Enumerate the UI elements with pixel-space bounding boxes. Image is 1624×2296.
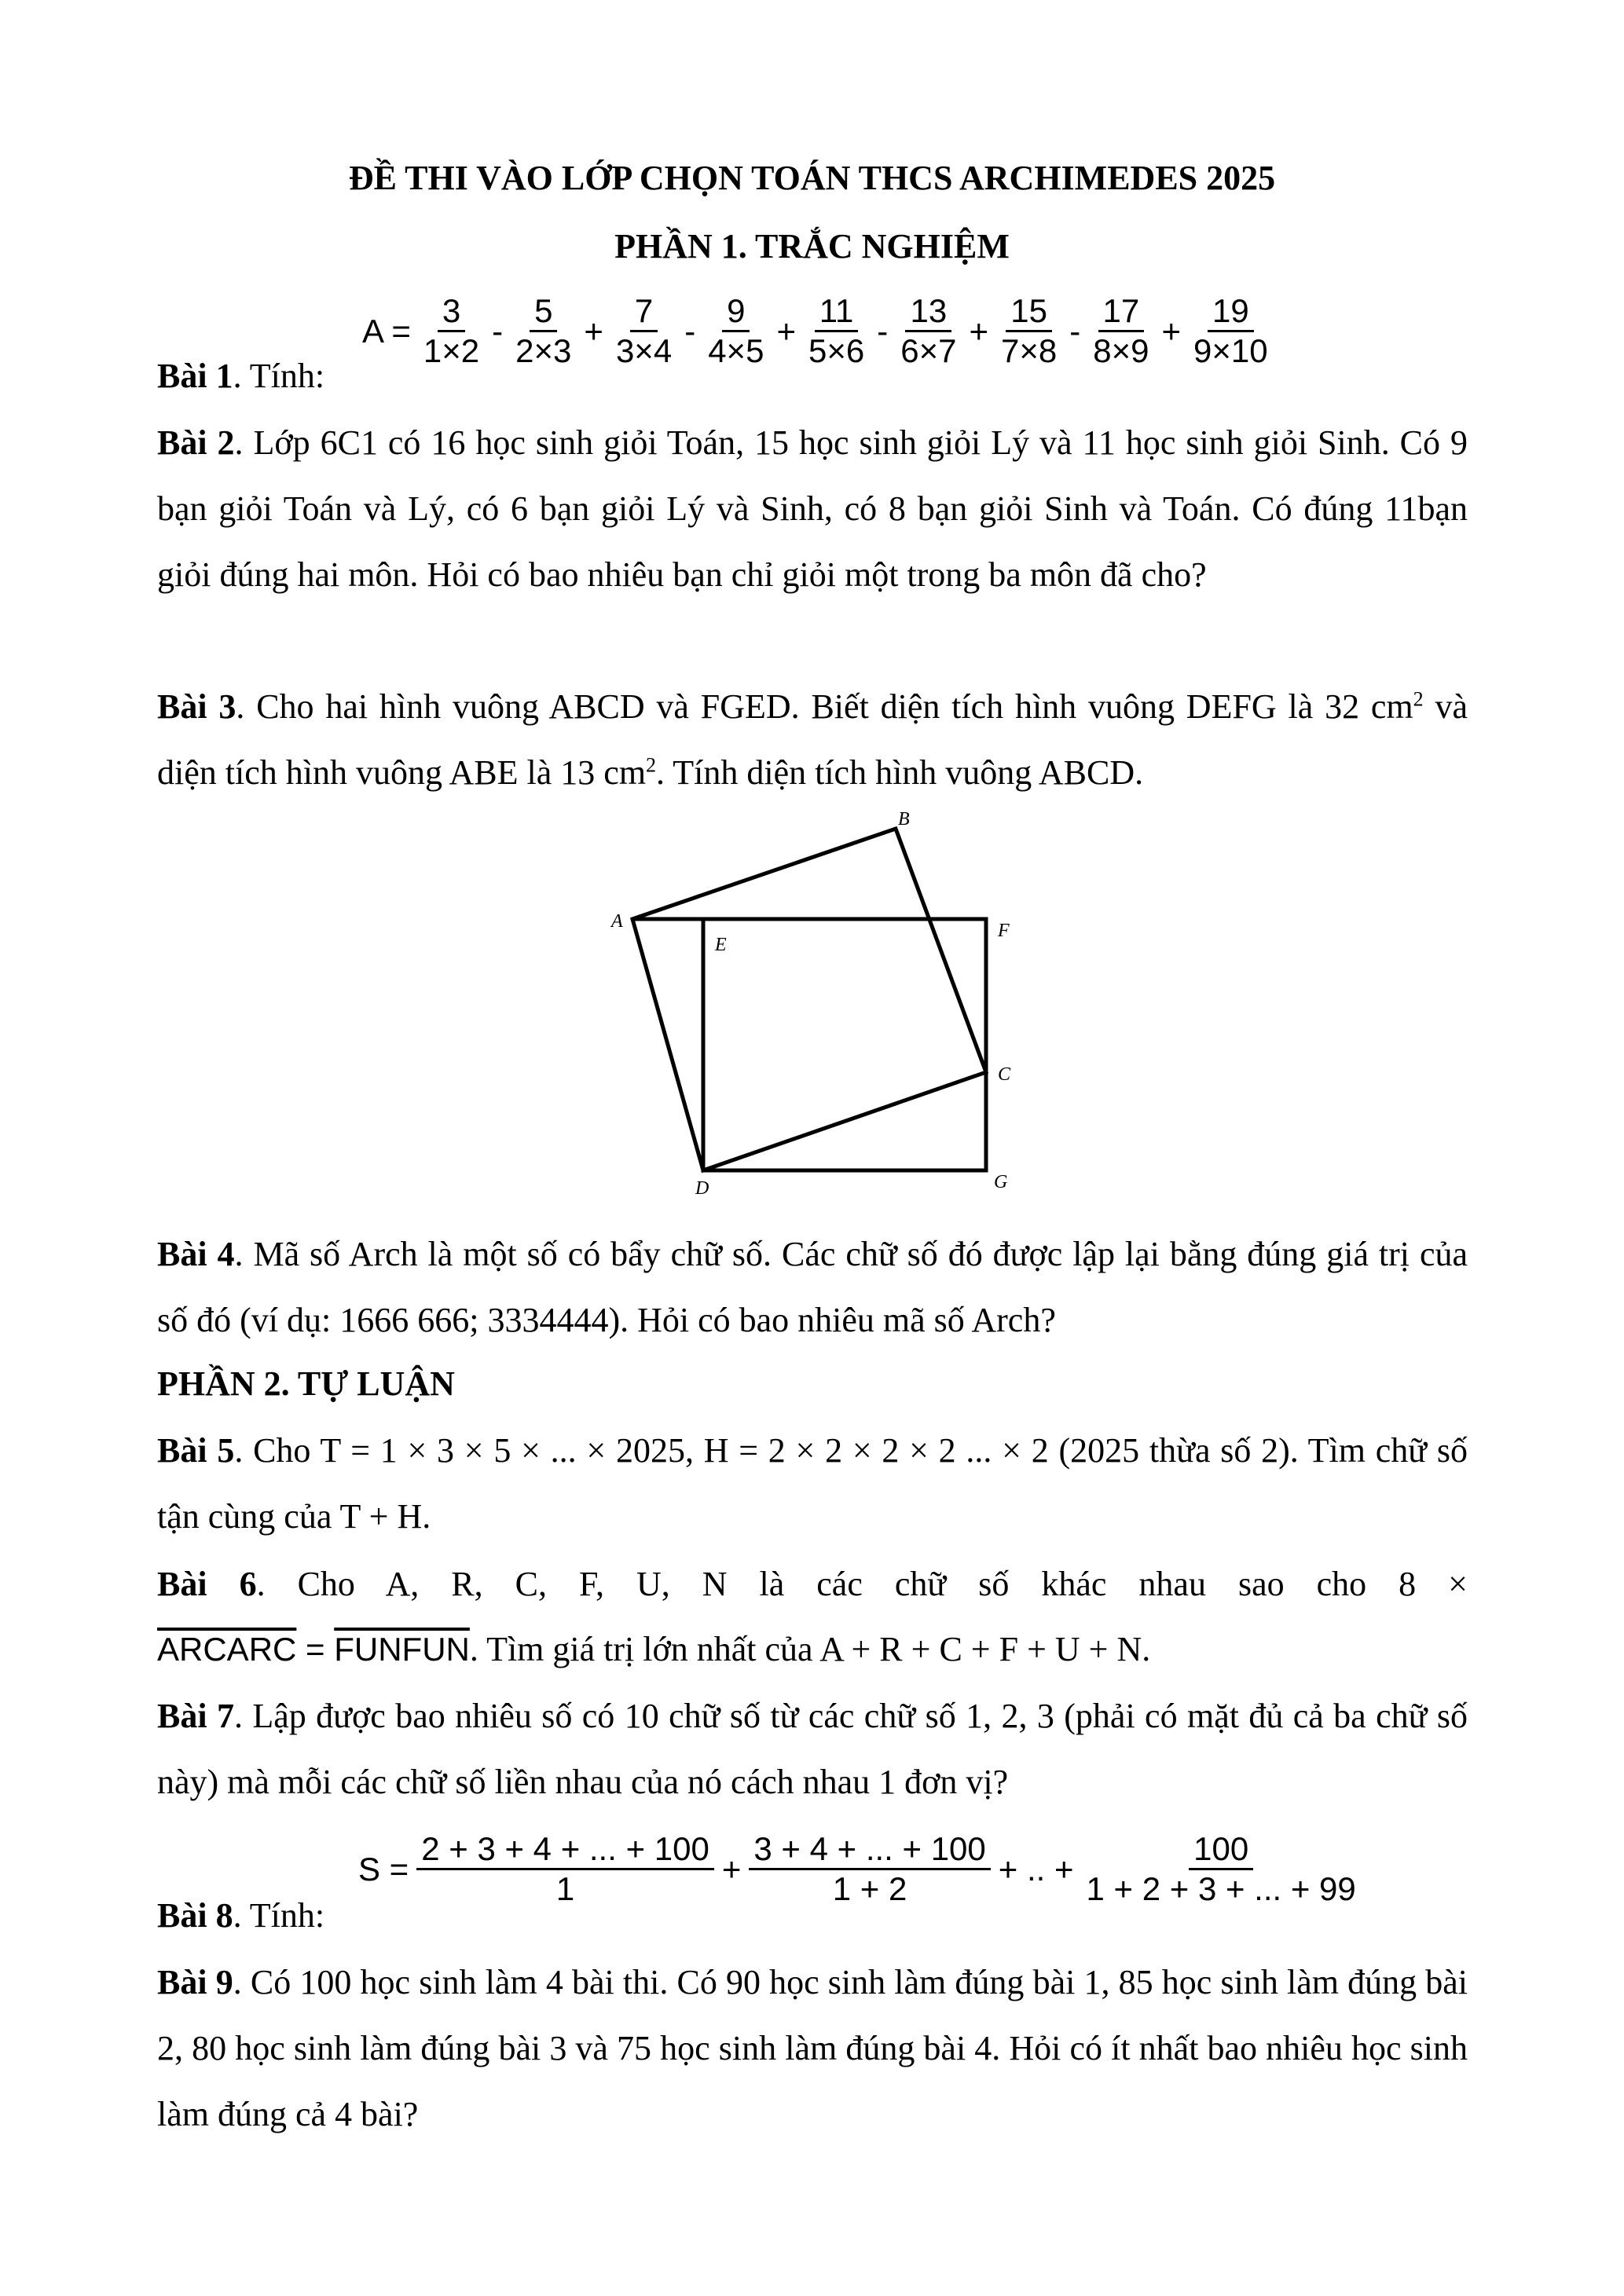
b2-text — [157, 410, 1468, 608]
b8-label: Bài 8 — [157, 1896, 233, 1935]
b7-text — [157, 1683, 1468, 1815]
b3-sup-1: 2 — [1413, 687, 1424, 711]
b4-label: Bài 4 — [157, 1235, 235, 1273]
b1-frac-7: $\frac{15}{7\times 8}$ — [1001, 292, 1058, 369]
b3-sup-2: 2 — [646, 753, 657, 777]
b6-equals: = — [306, 1631, 325, 1668]
b1-lhs: A = — [362, 312, 411, 350]
b1-op: - — [1069, 312, 1081, 350]
b1-text — [157, 343, 1468, 409]
label-b: B — [898, 809, 910, 829]
b1-frac-3: $\frac{7}{3\times 4}$ — [615, 292, 673, 369]
b1-frac-1: $\frac{3}{1\times 2}$ — [423, 292, 480, 369]
b6-body-2: . Tìm giá trị lớn nhất của A + R + C + F + U + N. — [469, 1630, 1151, 1668]
b8-frac-2: $\frac{3 + 4 + ... + 100}{1 + 2}$ — [749, 1830, 990, 1908]
label-d: D — [695, 1178, 709, 1199]
b1-frac-4: $\frac{9}{4\times 5}$ — [708, 292, 764, 369]
b1-body: . Tính: — [233, 357, 325, 395]
b8-body: . Tính: — [233, 1896, 325, 1935]
b6-body-1: . Cho A, R, C, F, U, N là các chữ số khác nhau sao cho 8 × — [256, 1565, 1468, 1603]
b4-text — [157, 1221, 1468, 1353]
b6-line1 — [157, 1551, 1468, 1617]
b9-label: Bài 9 — [157, 1963, 233, 2001]
label-e: E — [715, 935, 727, 955]
b3-body-1: . Cho hai hình vuông ABCD và FGED. Biết diện tích hình vuông DEFG là 32 cm — [236, 687, 1413, 726]
part2-heading: PHẦN 2. TỰ LUẬN — [157, 1364, 455, 1403]
b7-label: Bài 7 — [157, 1697, 234, 1735]
b8-op-2: + .. + — [998, 1850, 1074, 1888]
label-c: C — [998, 1064, 1011, 1085]
b5-body: . Cho T = 1 × 3 × 5 × ... × 2025, H = 2 × 2 × 2 × 2 ... × 2 (2025 thừa số 2). Tìm chữ số tận cùng của T + H. — [157, 1431, 1468, 1536]
b8-text — [157, 1883, 1468, 1949]
label-a: A — [611, 911, 623, 932]
square-abcd — [632, 829, 986, 1170]
b8-lhs: S = — [358, 1850, 409, 1888]
b1-op: - — [877, 312, 889, 350]
b1-op: + — [584, 312, 603, 350]
label-f: F — [998, 921, 1010, 941]
b1-op: - — [492, 312, 504, 350]
b3-body-3: . Tính diện tích hình vuông ABCD. — [656, 753, 1144, 792]
squares-figure — [597, 809, 1021, 1202]
b6-arcarc: ARCARC — [157, 1631, 297, 1668]
b8-frac-1: $\frac{2 + 3 + 4 + ... + 100}{1}$ — [416, 1830, 714, 1908]
b1-op: + — [1161, 312, 1182, 350]
b7-body: . Lập được bao nhiêu số có 10 chữ số từ các chữ số 1, 2, 3 (phải có mặt đủ cả ba chữ số này) mà mỗi các chữ số liền nhau của nó cách nhau 1 đơn vị? — [157, 1697, 1468, 1801]
b5-text — [157, 1418, 1468, 1550]
b2-label: Bài 2 — [157, 423, 235, 462]
b4-body: . Mã số Arch là một số có bẩy chữ số. Các chữ số đó được lập lại bằng đúng giá trị của số đó (ví dụ: 1666 666; 3334444). Hỏi có bao nhiêu mã số Arch? — [157, 1235, 1468, 1339]
label-g: G — [994, 1172, 1008, 1192]
b3-label: Bài 3 — [157, 687, 236, 726]
b9-text — [157, 1950, 1468, 2148]
b8-frac-3: $\frac{100}{1 + 2 + 3 + ... + 99}$ — [1086, 1830, 1356, 1907]
b1-frac-8: $\frac{17}{8\times 9}$ — [1093, 292, 1149, 369]
b5-label: Bài 5 — [157, 1431, 235, 1470]
b1-label: Bài 1 — [157, 357, 233, 395]
b1-frac-2: $\frac{5}{2\times 3}$ — [515, 292, 572, 369]
exam-title: ĐỀ THI VÀO LỚP CHỌN TOÁN THCS ARCHIMEDES 2025 — [348, 159, 1276, 197]
b6-label: Bài 6 — [157, 1565, 257, 1603]
b8-op-1: + — [721, 1850, 742, 1888]
b6-line2 — [157, 1617, 1468, 1683]
b1-frac-6: $\frac{13}{6\times 7}$ — [900, 292, 957, 369]
b1-op: - — [684, 312, 696, 350]
part1-heading: PHẦN 1. TRẮC NGHIỆM — [614, 227, 1010, 265]
b3-body-2: và diện tích hình vuông ABE là 13 cm — [157, 687, 1468, 792]
b2-body: . Lớp 6C1 có 16 học sinh giỏi Toán, 15 học sinh giỏi Lý và 11 học sinh giỏi Sinh. Có 9 bạn giỏi Toán và Lý, có 6 bạn giỏi Lý và Sinh, có 8 bạn giỏi Sinh và Toán. Có đúng 11bạn giỏi đúng hai môn. Hỏi có bao nhiêu bạn chỉ giỏi một trong ba môn đã cho? — [157, 423, 1468, 594]
b3-text — [157, 674, 1468, 806]
b9-body: . Có 100 học sinh làm 4 bài thi. Có 90 học sinh làm đúng bài 1, 85 học sinh làm đúng bài 2, 80 học sinh làm đúng bài 3 và 75 học sinh làm đúng bài 4. Hỏi có ít nhất bao nhiêu học sinh làm đúng cả 4 bài? — [157, 1963, 1468, 2133]
b1-op: + — [776, 312, 796, 350]
b6-funfun: FUNFUN — [334, 1631, 470, 1668]
b1-frac-9: $\frac{19}{9\times 10}$ — [1193, 292, 1268, 369]
b1-frac-5: $\frac{11}{5\times 6}$ — [808, 292, 865, 369]
b1-op: + — [969, 312, 988, 350]
